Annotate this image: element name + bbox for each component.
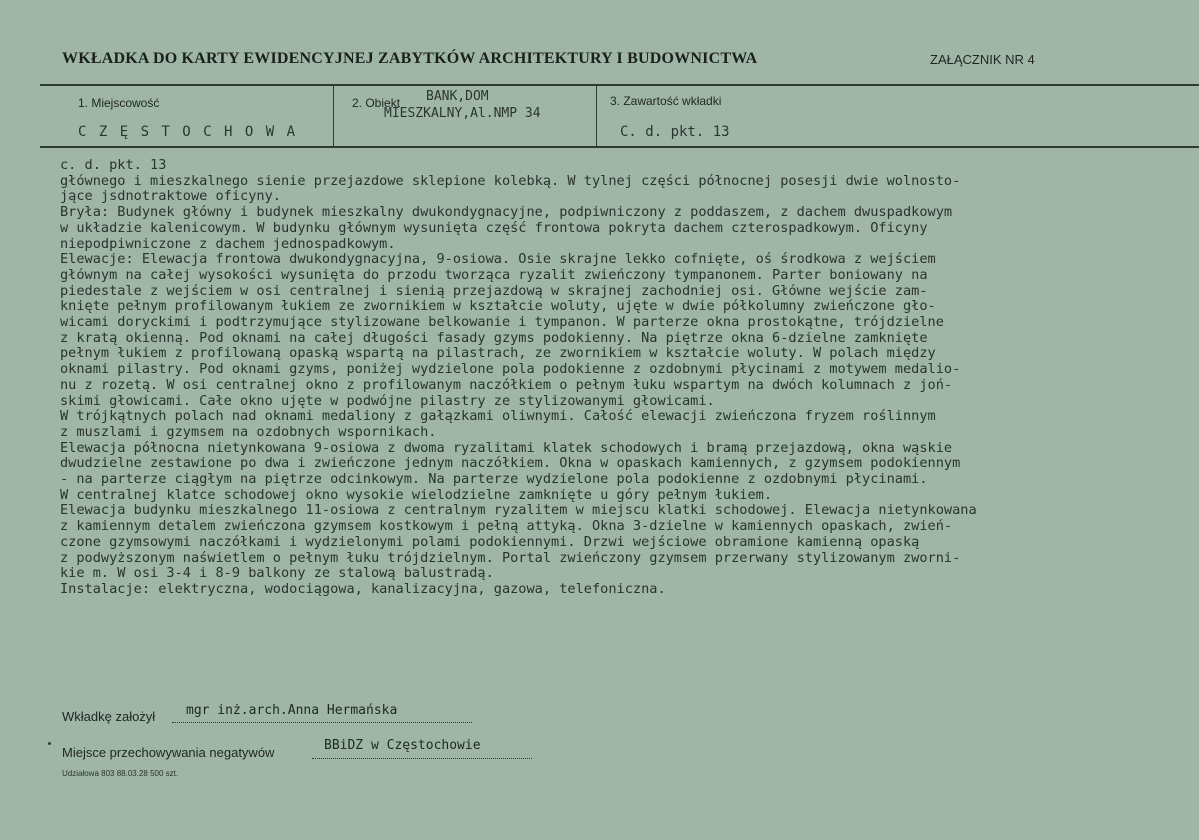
body-line: knięte pełnym profilowanym łukiem ze zwornikiem w kształcie woluty, ujęte w dwie półkolumny zwieńczone gło- (60, 298, 936, 315)
body-line: z kratą okienną. Pod oknami na całej długości fasady gzyms podokienny. Na piętrze okna 6-dzielne zamknięte (60, 329, 928, 346)
body-line: c. d. pkt. 13 (60, 157, 167, 173)
object-value-line1: BANK,DOM (426, 89, 489, 104)
body-line: oknami pilastry. Pod oknami gzyms, poniżej wydzielone pola podokienne z ozdobnymi płycinami z motywem medalio- (60, 361, 961, 378)
body-line: piedestale z wejściem w osi centralnej i sienią przejazdową w skrajnej zachodniej osi. Główne wejście zam- (60, 282, 928, 299)
body-line: Elewacje: Elewacja frontowa dwukondygnacyjna, 9-osiowa. Osie skrajne lekko cofnięte, oś środkowa z wejściem (60, 251, 936, 268)
body-line: głównego i mieszkalnego sienie przejazdowe sklepione kolebką. W tylnej części północnej posesji dwie wolnosto- (60, 172, 961, 189)
author-dotted-line (172, 722, 472, 723)
form-header-title: WKŁADKA DO KARTY EWIDENCYJNEJ ZABYTKÓW ARCHITEKTURY I BUDOWNICTWA (62, 50, 758, 67)
storage-label: Miejsce przechowywania negatywów (62, 745, 275, 760)
body-line: Elewacja północna nietynkowana 9-osiowa z dwoma ryzalitami klatek schodowych i bramą przejazdową, okna wąskie (60, 439, 953, 456)
body-line: dwudzielne zestawione po dwa i zwieńczone jednym naczółkiem. Okna w opaskach kamiennych, z gzymsem podokiennym (60, 455, 961, 472)
body-line: z kamiennym detalem zwieńczona gzymsem kostkowym i pełną attyką. Okna 3-dzielne w kamiennych opaskach, zwień- (60, 518, 953, 535)
header-bottom-rule (40, 146, 1199, 148)
body-line: nu z rozetą. W osi centralnej okno z profilowanym naczółkiem o pełnym łuku wspartym na dwóch kolumnach z joń- (60, 376, 953, 393)
print-info: Udziałowa 803 88.03.28 500 szt. (62, 769, 179, 778)
body-line: kie m. W osi 3-4 i 8-9 balkony ze stalową balustradą. (60, 565, 494, 582)
storage-dotted-line (312, 758, 532, 759)
body-line: z podwyższonym naświetlem o pełnym łuku trójdzielnym. Portal zwieńczony gzymsem przerwany stylizowanym zworni- (60, 549, 961, 566)
body-line: Elewacja budynku mieszkalnego 11-osiowa z centralnym ryzalitem w miejscu klatki schodowej. Elewacja nietynkowana (60, 502, 977, 519)
author-label: Wkładkę założył (62, 709, 156, 724)
body-line: pełnym łukiem z profilowaną opaską wspartą na pilastrach, ze zwornikiem w kształcie woluty. W polach między (60, 345, 936, 362)
body-line: W centralnej klatce schodowej okno wysokie wielodzielne zamknięte u góry pełnym łukiem. (60, 486, 773, 503)
contents-value: C. d. pkt. 13 (620, 124, 730, 140)
body-line: czone gzymsowymi naczółkami i wydzielonymi polami podokiennymi. Drzwi wejściowe obramione kamienną opaską (60, 533, 920, 550)
annex-number: ZAŁĄCZNIK NR 4 (930, 52, 1035, 67)
body-line: skimi głowicami. Całe okno ujęte w podwójne pilastry ze stylizowanymi głowicami. (60, 392, 715, 409)
contents-label: 3. Zawartość wkładki (610, 94, 722, 108)
body-line: z muszlami i gzymsem na ozdobnych wspornikach. (60, 423, 437, 440)
body-line: jące jsdnotraktowe oficyny. (60, 188, 281, 205)
description-body (60, 158, 1199, 598)
storage-value: BBiDZ w Częstochowie (324, 738, 481, 753)
object-label: 2. Obiekt (352, 96, 401, 110)
body-line: Bryła: Budynek główny i budynek mieszkalny dwukondygnacyjne, podpiwniczony z poddaszem, z dachem dwuspadkowym (60, 204, 953, 221)
body-line: Instalacje: elektryczna, wodociągowa, kanalizacyjna, gazowa, telefoniczna. (60, 580, 666, 597)
field-divider-2 (596, 86, 597, 146)
locality-value: C Z Ę S T O C H O W A (78, 124, 298, 140)
body-line: wicami doryckimi i podtrzymujące stylizowane belkowanie i tympanon. W parterze okna prostokątne, trójdzielne (60, 314, 944, 331)
body-line: - na parterze ciągłym na piętrze odcinkowym. Na parterze wydzielone pola podokienne z ozdobnymi płycinami. (60, 471, 928, 488)
header-top-rule (40, 84, 1199, 86)
body-line: W trójkątnych polach nad oknami medaliony z gałązkami oliwnymi. Całość elewacji zwieńczona fryzem roślinnym (60, 408, 936, 425)
locality-label: 1. Miejscowość (78, 96, 160, 110)
author-value: mgr inż.arch.Anna Hermańska (186, 703, 398, 718)
object-value-line2: MIESZKALNY,Al.NMP 34 (384, 106, 541, 121)
field-divider-1 (333, 86, 334, 146)
body-line: głównym na całej wysokości wysunięta do przodu tworząca ryzalit zwieńczony tympanonem. Parter boniowany na (60, 266, 928, 283)
body-line: w układzie kalenicowym. W budynku głównym wysunięta część frontowa pokryta dachem czterospadkowym. Oficyny (60, 219, 928, 236)
body-line: niepodpiwniczone z dachem jednospadkowym. (60, 235, 396, 252)
bullet-mark (48, 742, 51, 745)
